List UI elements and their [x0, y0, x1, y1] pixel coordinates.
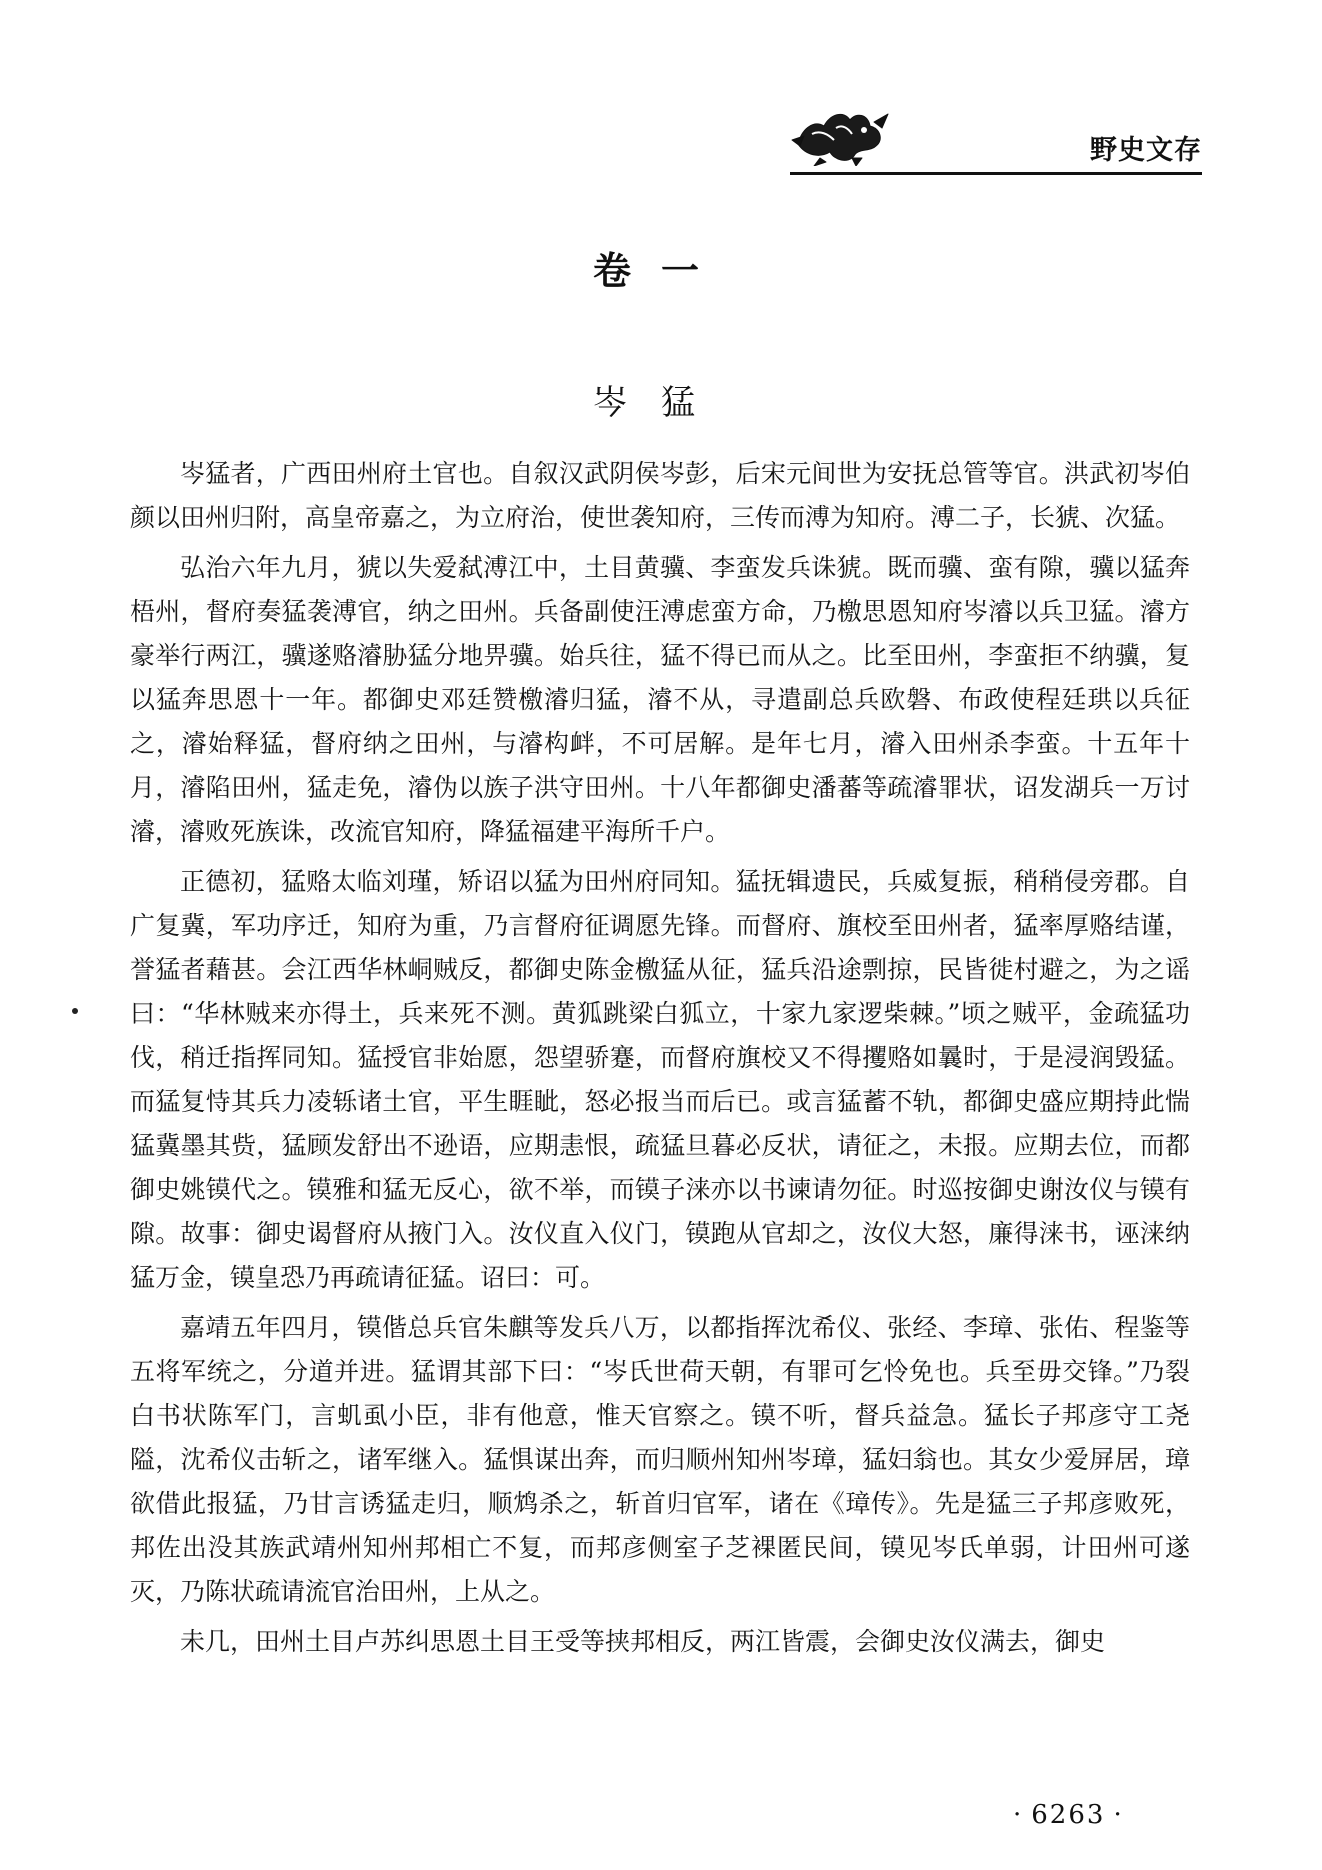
paragraph: 岑猛者，广西田州府土官也。自叙汉武阴侯岑彭，后宋元间世为安抚总管等官。洪武初岑伯颜以田州归附，高皇帝嘉之，为立府治，使世袭知府，三传而溥为知府。溥二子，长猇、次猛。: [130, 459, 1190, 532]
page-number-dot: ·: [1113, 1800, 1124, 1830]
paragraph: 正德初，猛赂太临刘瑾，矫诏以猛为田州府同知。猛抚辑遗民，兵威复振，稍稍侵旁郡。自广复冀，军功序迁，知府为重，乃言督府征调愿先锋。而督府、旗校至田州者，猛率厚赂结谨，誉猛者藉甚。会江西华林峒贼反，都御史陈金檄猛从征，猛兵沿途剽掠，民皆徙村避之，为之谣曰：“华林贼来亦得土，兵来死不测。黄狐跳梁白狐立，十家九家逻柴棘。”顷之贼平，金疏猛功伐，稍迁指挥同知。猛授官非始愿，怨望骄蹇，而督府旗校又不得攫赂如曩时，于是浸润毁猛。而猛复恃其兵力凌轹诸土官，平生睚眦，怒必报当而后已。或言猛蓄不轨，都御史盛应期持此惴猛冀墨其赀，猛顾发舒出不逊语，应期恚恨，疏猛旦暮必反状，请征之，未报。应期去位，而都御史姚镆代之。镆雅和猛无反心，欲不举，而镆子涞亦以书谏请勿征。时巡按御史谢汝仪与镆有隙。故事：御史谒督府从掖门入。汝仪直入仪门，镆跑从官却之，汝仪大怒，廉得涞书，诬涞纳猛万金，镆皇恐乃再疏请征猛。诏曰：可。: [130, 867, 1190, 1292]
volume-title: 卷一: [592, 249, 729, 293]
paragraph: 未几，田州土目卢苏纠思恩土目王受等挟邦相反，两江皆震，会御史汝仪满去，御史: [180, 1627, 1106, 1656]
page-number-value: 6263: [1031, 1800, 1106, 1830]
paragraph: 弘治六年九月，猇以失爱弑溥江中，土目黄骥、李蛮发兵诛猇。既而骥、蛮有隙，骥以猛奔梧州，督府奏猛袭溥官，纳之田州。兵备副使汪溥虑蛮方命，乃檄思恩知府岑濬以兵卫猛。濬方豪举行两江，骥遂赂濬胁猛分地畀骥。始兵往，猛不得已而从之。比至田州，李蛮拒不纳骥，复以猛奔思恩十一年。都御史邓廷赞檄濬归猛，濬不从，寻遣副总兵欧磐、布政使程廷珙以兵征之，濬始释猛，督府纳之田州，与濬构衅，不可居解。是年七月，濬入田州杀李蛮。十五年十月，濬陷田州，猛走免，濬伪以族子洪守田州。十八年都御史潘蕃等疏濬罪状，诏发湖兵一万讨濬，濬败死族诛，改流官知府，降猛福建平海所千户。: [130, 553, 1190, 846]
body-text: [130, 452, 1190, 1670]
page-number-dot: ·: [1013, 1800, 1024, 1830]
series-title: 野史文存: [1090, 135, 1202, 166]
header-rule: [790, 172, 1202, 175]
chapter-title: 岑猛: [593, 383, 729, 423]
dragon-emblem-icon: [790, 100, 890, 166]
paragraph: 嘉靖五年四月，镆偕总兵官朱麒等发兵八万，以都指挥沈希仪、张经、李璋、张佑、程鉴等五将军统之，分道并进。猛谓其部下曰：“岑氏世荷天朝，有罪可乞怜免也。兵至毋交锋。”乃裂白书状陈军门，言虮虱小臣，非有他意，惟天官察之。镆不听，督兵益急。猛长子邦彦守工尧隘，沈希仪击斩之，诸军继入。猛惧谋出奔，而归顺州知州岑璋，猛妇翁也。其女少爱屏居，璋欲借此报猛，乃甘言诱猛走归，顺鸩杀之，斩首归官军，诸在《璋传》。先是猛三子邦彦败死，邦佐出没其族武靖州知州邦相亡不复，而邦彦侧室子芝裸匿民间，镆见岑氏单弱，计田州可遂灭，乃陈状疏请流官治田州，上从之。: [130, 1313, 1190, 1606]
page-number: [1005, 1800, 1132, 1830]
margin-dot: [72, 1008, 78, 1014]
running-header: [790, 100, 1202, 166]
